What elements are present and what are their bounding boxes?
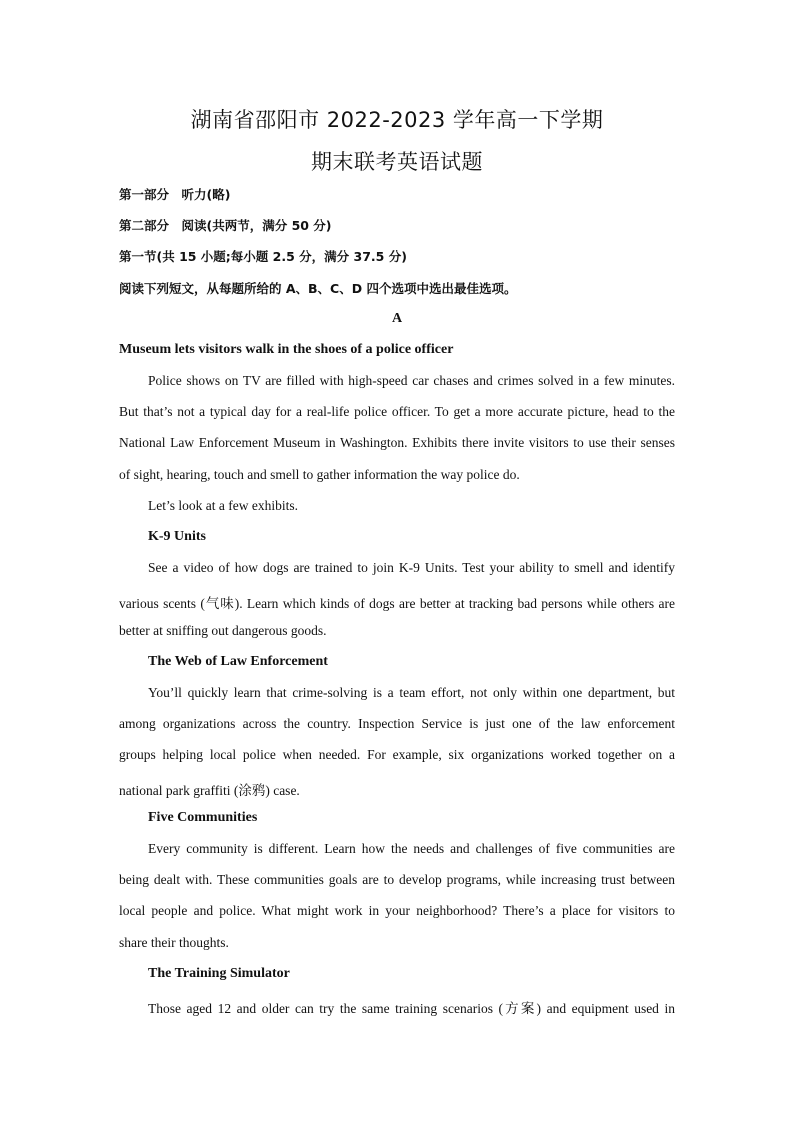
subheading-training-simulator: The Training Simulator [148,966,290,981]
passage-label: A [391,311,403,326]
subheading-five-communities: Five Communities [148,810,258,825]
paragraph-line: share their thoughts. [119,935,229,950]
paragraph-line: being dealt with. These communities goals are to develop programs, while increasing trust between [119,872,675,887]
paragraph-line: national park graffiti (涂鸦) case. [119,783,300,798]
paragraph-line: Let’s look at a few exhibits. [148,498,298,513]
instructions: 阅读下列短文，从每题所给的 A、B、C、D 四个选项中选出最佳选项。 [119,281,517,296]
passage-heading: Museum lets visitors walk in the shoes of a police officer [119,342,454,357]
paragraph-line: Every community is different. Learn how the needs and challenges of five communities are [148,841,675,856]
paragraph-line: of sight, hearing, touch and smell to gather information the way police do. [119,467,520,482]
section-1-heading: 第一节(共 15 小题;每小题 2.5 分，满分 37.5 分) [119,249,407,264]
subheading-web-of-law-enforcement: The Web of Law Enforcement [148,654,328,669]
part-1-heading: 第一部分 听力(略) [119,187,231,202]
paragraph-line: among organizations across the country. Inspection Service is just one of the law enforcement [119,716,675,731]
paragraph-line: various scents (气味). Learn which kinds of dogs are better at tracking bad persons while others are [119,596,675,611]
paragraph-line: Those aged 12 and older can try the same training scenarios (方案) and equipment used in [148,1001,675,1016]
document-title-line-1: 湖南省邵阳市 2022-2023 学年高一下学期 [190,108,604,132]
paragraph-line: National Law Enforcement Museum in Washington. Exhibits there invite visitors to use their senses [119,435,675,450]
document-title-line-2: 期末联考英语试题 [311,150,483,174]
paragraph-line: better at sniffing out dangerous goods. [119,623,327,638]
paragraph-line: local people and police. What might work in your neighborhood? There’s a place for visitors to [119,903,675,918]
subheading-k9-units: K-9 Units [148,529,206,544]
paragraph-line: See a video of how dogs are trained to join K-9 Units. Test your ability to smell and identify [148,560,675,575]
paragraph-line: groups helping local police when needed. For example, six organizations worked together on a [119,747,675,762]
paragraph-line: Police shows on TV are filled with high-speed car chases and crimes solved in a few minutes. [148,373,675,388]
part-2-heading: 第二部分 阅读(共两节，满分 50 分) [119,218,332,233]
paragraph-line: You’ll quickly learn that crime-solving is a team effort, not only within one department, but [148,685,675,700]
paragraph-line: But that’s not a typical day for a real-life police officer. To get a more accurate picture, head to the [119,404,675,419]
